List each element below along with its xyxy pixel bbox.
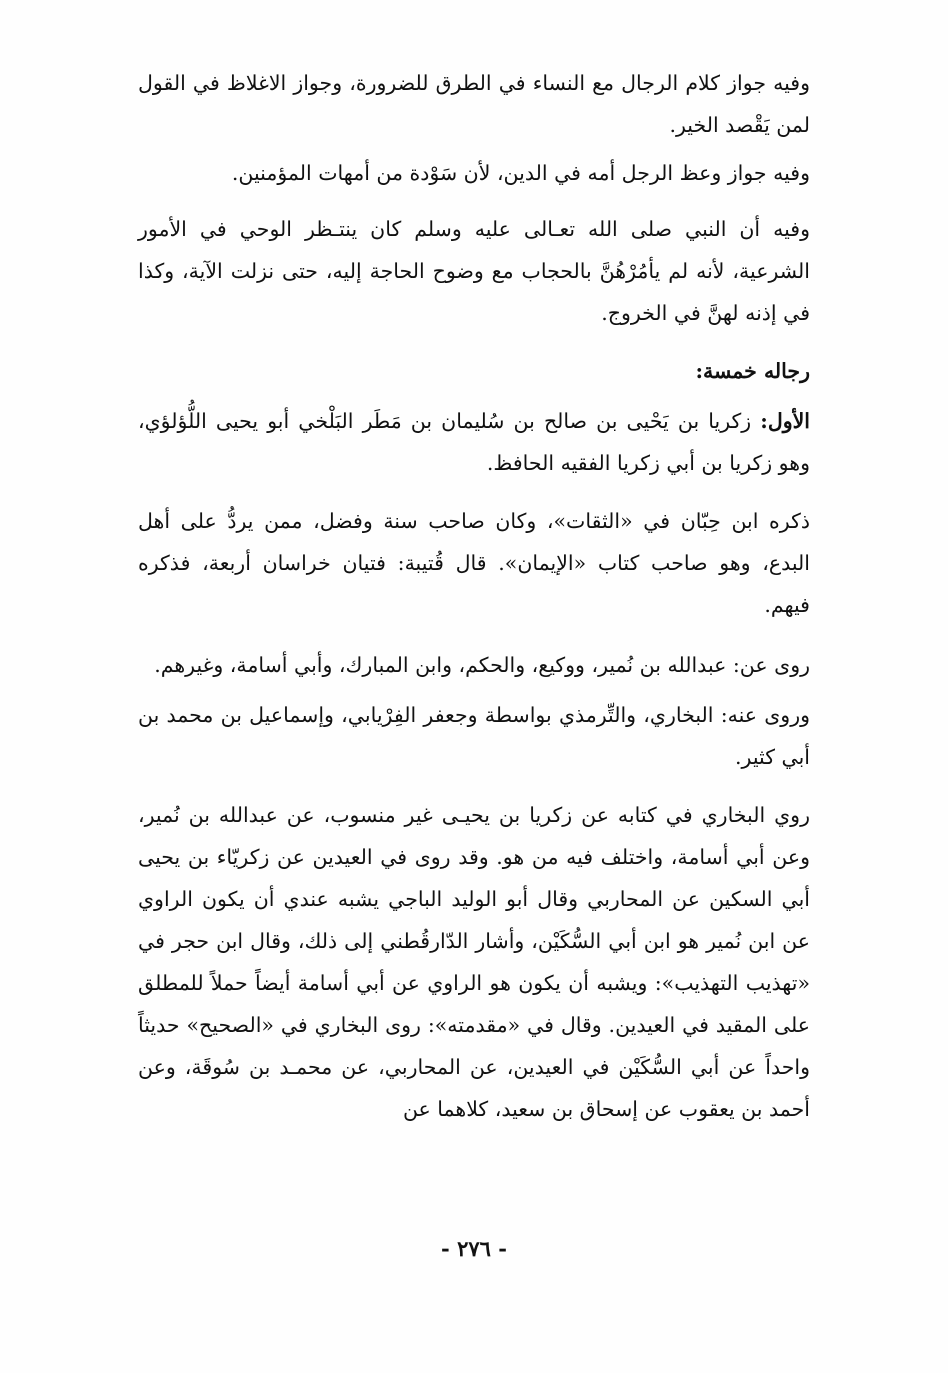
page-number: - ٢٧٦ - [441,1236,507,1261]
section-heading: رجاله خمسة: [695,359,810,383]
paragraph-2: وفيه جواز وعظ الرجل أمه في الدين، لأن سَوْدة من أمهات المؤمنين. [231,161,810,185]
paragraph-lead: الأول: [760,409,810,433]
paragraph-first-narrator-text: زكريا بن يَحْيى بن صالح بن سُليمان بن مَطَر البَلْخي أبو يحيى اللُّؤلؤي، وهو زكريا بن أبي زكريا الفقيه الحافظ. [138,409,810,475]
paragraph-1: وفيه جواز كلام الرجال مع النساء في الطرق للضرورة، وجواز الاغلاظ في القول لمن يَقْصد الخير. [138,71,810,137]
body-text [138,62,810,1130]
paragraph-3: وفيه أن النبي صلى الله تعـالى عليه وسلم كان ينتـظر الوحي في الأمور الشرعية، لأنه لم يأمُرْهُنَّ بالحجاب مع وضوح الحاجة إليه، حتى نزلت الآية، وكذا في إذنه لهنَّ في الخروج. [138,217,810,325]
paragraph-9: روي البخاري في كتابه عن زكريا بن يحيـى غير منسوب، عن عبدالله بن نُمير، وعن أبي أسامة، واختلف فيه من هو. وقد روى في العيدين عن زكريّاء بن يحيى أبي السكين عن المحاربي وقال أبو الوليد الباجي يشبه عندي أن يكون الراوي عن ابن نُمير هو ابن أبي السُّكَيْن، وأشار الدّارقُطني إلى ذلك، وقال ابن حجر في «تهذيب التهذيب»: ويشبه أن يكون هو الراوي عن أبي أسامة أيضاً حملاً للمطلق على المقيد في العيدين. وقال في «مقدمته»: روى البخاري في «الصحيح» حديثاً واحداً عن أبي السُّكَيْن في العيدين، عن المحاربي، عن محمـد بن سُوقَة، وعن أحمد بن يعقوب عن إسحاق بن سعيد، كلاهما عن [138,803,810,1121]
paragraph-first-narrator [138,400,810,484]
paragraph-8: وروى عنه: البخاري، والتِّرمذي بواسطة وجعفر الفِرْيابي، وإسماعيل بن محمد بن أبي كثير. [138,703,810,769]
paragraph-6: ذكره ابن حِبّان في «الثقات»، وكان صاحب سنة وفضل، ممن يردُّ على أهل البدع، وهو صاحب كتاب «الإيمان». قال قُتيبة: فتيان خراسان أربعة، فذكره فيهم. [138,509,810,617]
paragraph-7: روى عن: عبدالله بن نُمير، ووكيع، والحكم، وابن المبارك، وأبي أسامة، وغيرهم. [154,653,810,677]
